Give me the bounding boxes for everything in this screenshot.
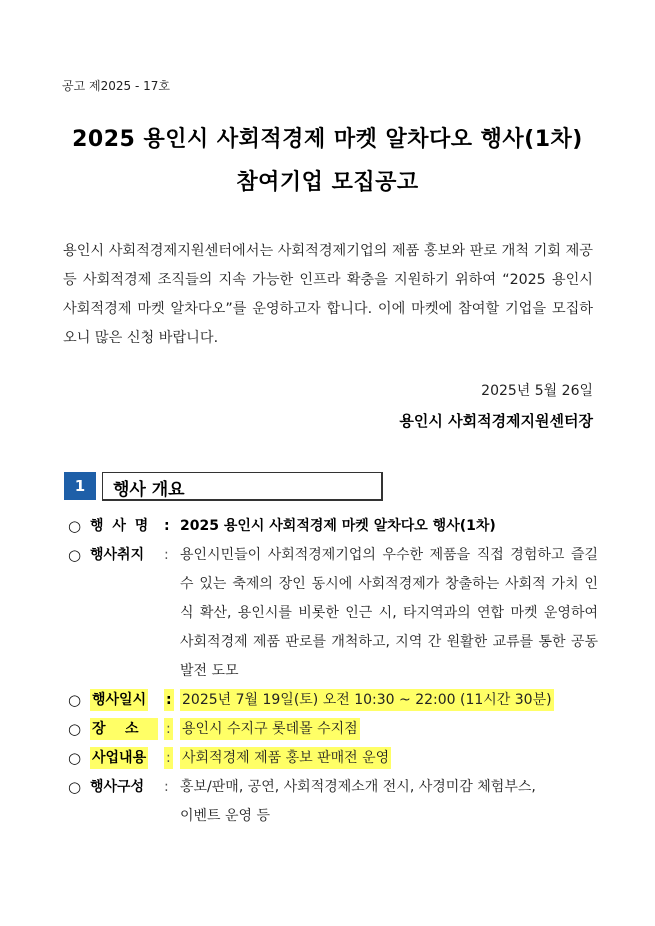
list-item-name <box>68 512 598 541</box>
list-item-purpose <box>68 541 598 686</box>
item-value: 용인시민들이 사회적경제기업의 우수한 제품을 직접 경험하고 즐길 수 있는 축제의 장인 동시에 사회적경제가 창출하는 사회적 가치 인식 확산, 용인시를 비롯한 인근 시, 타지역과의 연합 마켓 운영하여 사회적경제 제품 판로를 개척하고, 지역 간 원활한 교류를 통한 공동 발전 도모 <box>180 547 598 679</box>
item-label: 행 사 명 <box>90 518 151 534</box>
item-value: 2025년 7월 19일(토) 오전 10:30 ~ 22:00 (11시간 30분) <box>180 689 554 711</box>
issuer-name: 용인시 사회적경제지원센터장 <box>399 412 593 430</box>
bullet-circle-icon: ○ <box>68 546 82 564</box>
section-title-box <box>102 472 383 501</box>
item-value: 2025 용인시 사회적경제 마켓 알차다오 행사(1차) <box>180 518 496 534</box>
list-item-content <box>68 744 598 773</box>
item-value-line2: 이벤트 운영 등 <box>180 808 271 824</box>
item-colon: : <box>164 518 170 534</box>
list-item-datetime <box>68 686 598 715</box>
intro-paragraph <box>63 237 593 353</box>
bullet-circle-icon: ○ <box>68 517 82 535</box>
item-colon: : <box>164 718 173 740</box>
section-number: 1 <box>64 472 96 500</box>
item-colon: : <box>164 547 169 563</box>
item-label: 행사구성 <box>90 779 145 795</box>
item-colon: : <box>164 689 174 711</box>
item-value: 용인시 수지구 롯데몰 수지점 <box>180 718 360 740</box>
item-label: 행사일시 <box>90 689 148 711</box>
overview-list <box>68 512 598 831</box>
item-label: 사업내용 <box>90 747 148 769</box>
item-colon: : <box>164 779 169 795</box>
item-value: 사회적경제 제품 홍보 판매전 운영 <box>180 747 391 769</box>
item-label: 장 소 <box>90 718 158 740</box>
bullet-circle-icon: ○ <box>68 720 82 738</box>
list-item-composition <box>68 773 598 831</box>
item-colon: : <box>164 747 173 769</box>
bullet-circle-icon: ○ <box>68 749 82 767</box>
bullet-circle-icon: ○ <box>68 691 82 709</box>
page-title: 2025 용인시 사회적경제 마켓 알차다오 행사(1차) <box>72 127 583 152</box>
notice-number: 공고 제2025 - 17호 <box>62 79 170 93</box>
list-item-venue <box>68 715 598 744</box>
item-value-line1: 홍보/판매, 공연, 사회적경제소개 전시, 사경미감 체험부스, <box>180 779 536 795</box>
section-header <box>64 472 382 500</box>
notice-date: 2025년 5월 26일 <box>481 383 593 399</box>
bullet-circle-icon: ○ <box>68 778 82 796</box>
intro-text: 용인시 사회적경제지원센터에서는 사회적경제기업의 제품 홍보와 판로 개척 기회 제공 등 사회적경제 조직들의 지속 가능한 인프라 확충을 지원하기 위하여 “2025 용인시 사회적경제 마켓 알차다오”를 운영하고자 합니다. 이에 마켓에 참여할 기업을 모집하오니 많은 신청 바랍니다. <box>63 243 593 346</box>
page-subtitle: 참여기업 모집공고 <box>236 170 419 195</box>
item-label: 행사취지 <box>90 547 145 563</box>
section-title: 행사 개요 <box>113 480 185 500</box>
